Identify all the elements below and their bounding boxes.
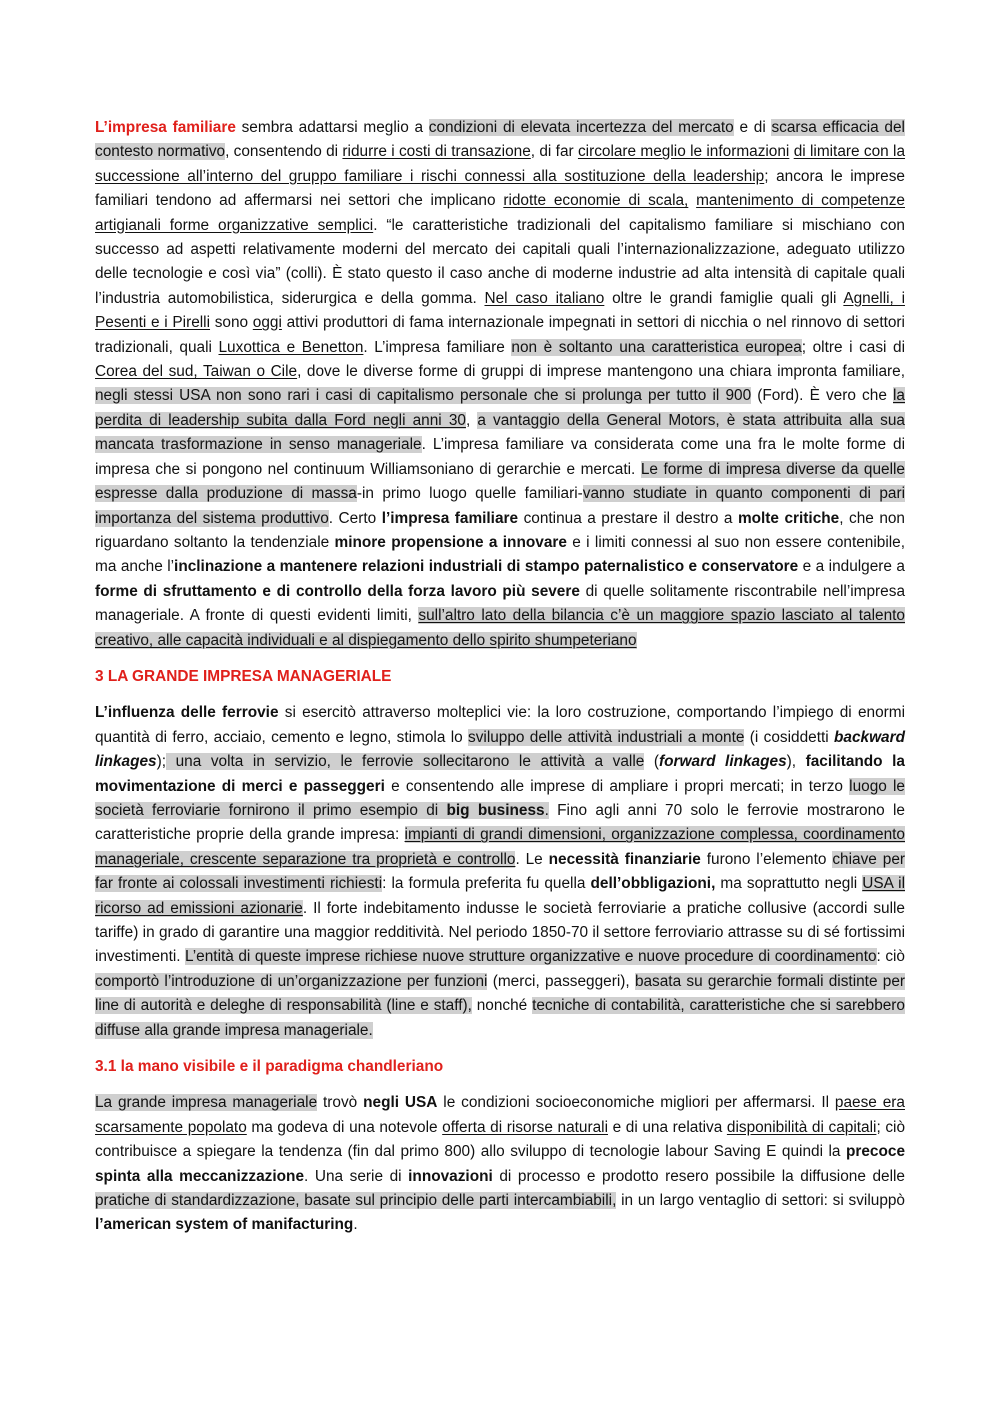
text-run: La grande impresa manageriale [95, 1094, 318, 1112]
text-run: , [465, 411, 478, 429]
text-run: (merci, passeggeri), [487, 972, 635, 990]
text-run: ; ancora le imprese familiari tendono ad affermarsi nei settori che implicano [95, 167, 905, 210]
text-run: basata su gerarchie formali distinte per line di autorità e deleghe di responsabilità (line e staff), [95, 972, 906, 1015]
text-run: forme di sfruttamento e di controllo della forza lavoro più severe [95, 582, 580, 600]
text-run: (Ford). È vero che [751, 387, 894, 405]
text-run: paese era scarsamente popolato [95, 1094, 905, 1136]
text-run: a vantaggio della General Motors, è stata attribuita alla sua mancata trasformazione in senso manageriale [95, 411, 905, 454]
text-run: e consentendo alle imprese di ampliare i propri mercati; in terzo [384, 777, 850, 795]
text-run: inclinazione a mantenere relazioni industriali di stampo paternalistico e conservatore [174, 558, 799, 576]
text-run: . L’impresa familiare va considerata come una fra le molte forme di impresa che si pongono nel continuum Williamsoniano di gerarchie e mercati. [95, 436, 905, 478]
text-run: Agnelli, i Pesenti e i Pirelli [95, 289, 905, 332]
text-run: innovazioni [408, 1167, 493, 1185]
section-heading: 3 LA GRANDE IMPRESA MANAGERIALE [95, 667, 392, 685]
text-run: dell’obbligazioni, [590, 875, 716, 893]
text-run: sviluppo delle attività industriali a monte [468, 728, 745, 746]
text-run: continua a prestare il destro a [518, 509, 738, 527]
text-run: USA il ricorso ad emissioni azionarie [95, 875, 905, 917]
text-run: big business [446, 801, 545, 819]
text-run: , di far [530, 143, 578, 161]
text-run: condizioni di elevata incertezza del mercato [428, 119, 734, 136]
text-run: Fino agli anni 70 solo le ferrovie mostrarono le caratteristiche proprie della grande impresa: [95, 801, 905, 844]
text-run: oggi [252, 314, 282, 332]
text-run: comportò l’introduzione di un’organizzazione per funzioni [95, 972, 488, 990]
subsection-heading: 3.1 la mano visibile e il paradigma chandleriano [95, 1058, 444, 1076]
text-run: tecniche di contabilità, caratteristiche che si sarebbero diffuse alla grande impresa manageriale. [95, 997, 905, 1039]
text-run: L’influenza delle ferrovie [95, 704, 279, 722]
text-run: scarsa efficacia del contesto normativo [95, 119, 905, 161]
text-run: ); [156, 753, 166, 771]
text-run: negli stessi USA non sono rari i casi di capitalismo personale che si prolunga per tutto il 900 [95, 387, 752, 405]
text-run: . Certo [328, 509, 382, 527]
text-run: facilitando la movimentazione di merci e passeggeri [95, 753, 905, 795]
text-run: . [353, 1216, 358, 1234]
text-run: Le forme di impresa diverse da quelle espresse dalla produzione di massa [95, 460, 905, 503]
text-run: e di [733, 119, 772, 136]
text-run: le condizioni socioeconomiche migliori per affermarsi. Il [437, 1094, 835, 1112]
text-run: . “le caratteristiche tradizionali del capitalismo familiare si mischiano con successo ad aspetti relativamente moderni del mercato dei capitali quali l’internazionalizzazione, adeguato utilizzo delle tecnologie e così via” (colli). È stato questo il caso anche di moderne industrie ad alta intensità di capitale quali l’industria automobilistica, siderurgica e della gomma. [95, 216, 905, 307]
text-run: ma soprattutto negli [715, 875, 863, 893]
text-run: sembra adattarsi meglio a [235, 119, 429, 136]
text-run: impianti di grandi dimensioni, organizzazione complessa, coordinamento manageriale, crescente separazione tra proprietà e controllo [95, 826, 905, 868]
text-run: di processo e prodotto resero possibile la diffusione delle [492, 1167, 905, 1185]
text-run: negli USA [363, 1094, 438, 1112]
text-run: , dove le diverse forme di gruppi di imprese mantengono una chiara impronta familiare, [297, 363, 905, 381]
text-run: , che non riguardano soltanto la tendenziale [95, 509, 905, 551]
spacer [95, 1043, 905, 1055]
text-run: sono [210, 314, 253, 332]
text-run: chiave per far fronte ai colossali investimenti richiesti [95, 850, 905, 893]
text-run: . Il forte indebitamento indusse le società ferroviarie a pratiche collusive (accordi sulle tariffe) in grado di garantire una maggior redditività. Nel periodo 1850-70 il settore ferroviario attrasse su di sé fortissimi investimenti. [95, 899, 905, 966]
document-page [95, 116, 905, 1238]
text-run: ( [644, 753, 660, 771]
text-run: si esercitò attraverso molteplici vie: la loro costruzione, comportando l’impiego di enormi quantità di ferro, acciaio, cemento e legno, stimola lo [95, 704, 906, 746]
text-run: luogo le società ferroviarie fornirono il primo esempio di [95, 777, 905, 819]
text-run: . L’impresa familiare [363, 338, 512, 356]
text-run: e di una relativa [608, 1118, 727, 1136]
spacer [95, 653, 905, 665]
text-run: furono l’elemento [700, 850, 833, 868]
text-run: disponibilità di capitali [726, 1118, 877, 1136]
text-run: circolare meglio le informazioni [577, 143, 790, 161]
text-run: L’entità di queste imprese richiese nuove strutture organizzative e nuove procedure di coordinamento [185, 948, 877, 966]
text-run: attivi produttori di fama internazionale impegnati in settori di nicchia o nel rinnovo di settori tradizionali, quali [95, 314, 905, 356]
text-run: backward linkages [95, 728, 905, 771]
text-run [688, 192, 696, 209]
text-run: ridotte economie di scala, [503, 192, 689, 210]
paragraph-family-business [95, 116, 905, 653]
text-run: oltre le grandi famiglie quali gli [604, 289, 844, 307]
spacer [95, 689, 905, 701]
text-run: ; ciò contribuisce a spiegare la tendenza (fin dal primo 800) allo sviluppo di tecnologie labour Saving E quindi la [95, 1118, 905, 1161]
text-run: mantenimento di competenze artigianali forme organizzative semplici [95, 192, 905, 234]
text-run: . Una serie di [304, 1167, 409, 1185]
text-run: di limitare con la successione all’interno del gruppo familiare i rischi connessi alla sostituzione della leadership [95, 143, 906, 185]
text-run: e i limiti connessi al suo non essere contenibile, ma anche l’ [95, 533, 905, 576]
text-run: , consentendo di [225, 143, 343, 161]
text-run: in un largo ventaglio di settori: si sviluppò [616, 1192, 905, 1210]
text-run: molte critiche [737, 509, 840, 527]
text-run: e a indulgere a [798, 558, 905, 576]
text-run: minore propensione a innovare [334, 533, 567, 551]
text-run: ridurre i costi di transazione [342, 143, 531, 161]
text-run: . [544, 801, 549, 819]
paragraph-chandler [95, 1091, 905, 1237]
text-run: . Le [515, 850, 549, 868]
text-run: ; oltre i casi di [801, 338, 905, 356]
text-run: l’impresa familiare [381, 509, 519, 527]
text-run: nonché [471, 997, 533, 1015]
text-run: (i cosiddetti [744, 728, 834, 746]
text-run: Corea del sud, Taiwan o Cile [95, 363, 298, 381]
text-run: l’american system of manifacturing [95, 1216, 354, 1234]
text-run: : ciò [876, 948, 905, 966]
text-run: la perdita di leadership subita dalla Ford negli anni 30 [95, 387, 905, 429]
spacer [95, 1079, 905, 1091]
text-run: vanno studiate in quanto componenti di pari importanza del sistema produttivo [95, 485, 905, 527]
text-run: trovò [317, 1094, 364, 1112]
text-run: precoce spinta alla meccanizzazione [95, 1143, 905, 1185]
text-run: sull’altro lato della bilancia c’è un maggiore spazio lasciato al talento creativo, alle capacità individuali e al dispiegamento dello spirito shumpeteriano [95, 607, 905, 649]
text-run: -in primo luogo quelle familiari- [356, 485, 583, 503]
text-run: di quelle solitamente riscontrabile nell’impresa manageriale. A fronte di questi evidenti limiti, [95, 582, 905, 625]
text-run: forward linkages [659, 753, 787, 771]
text-run: una volta in servizio, le ferrovie sollecitarono le attività a valle [166, 753, 645, 771]
text-run: ma godeva di una notevole [246, 1118, 443, 1136]
text-run: non è soltanto una caratteristica europea [511, 338, 802, 356]
text-run: : la formula preferita fu quella [382, 875, 591, 893]
text-run: L’impresa familiare [95, 119, 236, 136]
text-run: necessità finanziarie [548, 850, 701, 868]
text-run: Luxottica e Benetton [218, 338, 364, 356]
paragraph-railways [95, 701, 905, 1043]
text-run: Nel caso italiano [484, 289, 605, 307]
text-run: ), [786, 753, 806, 771]
text-run: pratiche di standardizzazione, basate sul principio delle parti intercambiabili, [95, 1192, 617, 1210]
text-run: offerta di risorse naturali [442, 1118, 608, 1136]
